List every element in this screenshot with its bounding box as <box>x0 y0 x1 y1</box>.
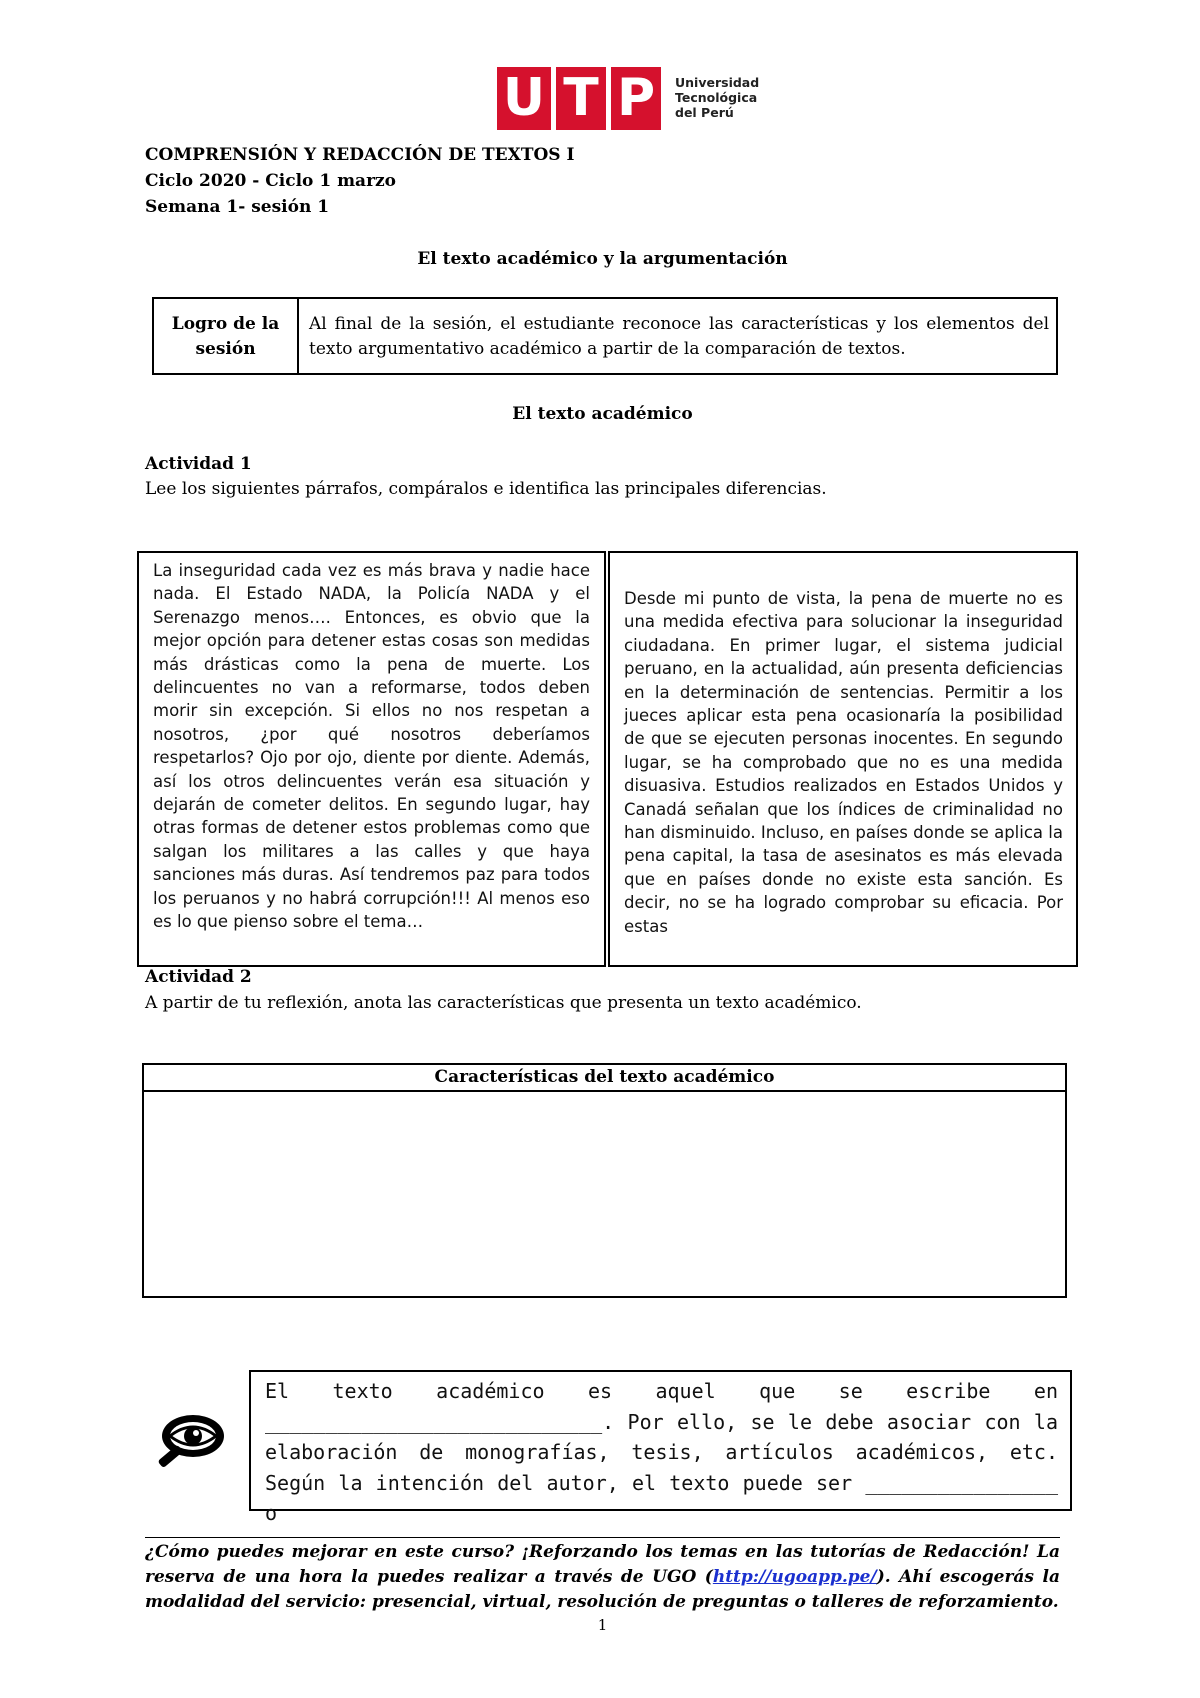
paragraph-box-left <box>137 551 606 967</box>
footer-divider <box>145 1537 1060 1538</box>
activity2-title: Actividad 2 <box>145 967 252 987</box>
definition-text <box>265 1376 1058 1529</box>
logro-text: Al final de la sesión, el estudiante reconoce las características y los elementos del texto argumentativo académico a partir de la comparación de textos. <box>309 314 1049 359</box>
activity1-title: Actividad 1 <box>145 454 252 474</box>
characteristics-table-header: Características del texto académico <box>144 1065 1065 1092</box>
footer-text-start: ¿Cómo puedes mejorar en este curso? ¡Reforzando los temas en las tutorías de Redacción! La reserva de una hora la puedes realizar a través de UGO ( <box>145 1542 1060 1587</box>
activity1-instruction: Lee los siguientes párrafos, compáralos e identifica las principales diferencias. <box>145 479 827 499</box>
definition-line: elaboración de monografías, tesis, artículos académicos, etc. Según <box>265 1440 1058 1495</box>
definition-box <box>249 1370 1072 1525</box>
magnifier-eye-icon <box>157 1410 229 1470</box>
activity2-instruction: A partir de tu reflexión, anota las características que presenta un texto académico. <box>145 993 862 1013</box>
ugo-link[interactable]: http://ugoapp.pe/ <box>712 1567 877 1587</box>
logo-text-line: del Perú <box>675 105 734 120</box>
footer-text-end: ). Ahí escogerás la modalidad del servicio: presencial, virtual, resolución de preguntas o talleres de reforzamiento. <box>145 1567 1060 1612</box>
logo-text-line: Tecnológica <box>675 90 758 105</box>
session-title: El texto académico y la argumentación <box>417 249 788 269</box>
footer-note <box>145 1540 1060 1615</box>
logo-university-name <box>675 75 759 120</box>
paragraph-right-text: Desde mi punto de vista, la pena de muerte no es una medida efectiva para solucionar la inseguridad ciudadana. En primer lugar, el sistema judicial peruano, en la actualidad, aún presenta deficiencias en la determinación de sentencias. Permitir a los jueces aplicar esta pena ocasionaría la posibilidad de que se ejecuten personas inocentes. En segundo lugar, se ha comprobado que no es una medida disuasiva. Estudios realizados en Estados Unidos y Canadá señalan que los índices de criminalidad no han disminuido. Incluso, en países donde se aplica la pena capital, la tasa de asesinatos es más elevada que en países donde no existe esta sanción. Es decir, no se ha logrado comprobar su eficacia. Por estas <box>624 589 1063 936</box>
characteristics-answer-area[interactable] <box>144 1092 1065 1296</box>
logro-table <box>152 297 1058 375</box>
paragraph-left-text: La inseguridad cada vez es más brava y nadie hace nada. El Estado NADA, la Policía NADA y el Serenazgo menos…. Entonces, es obvio que la mejor opción para detener estas cosas son medidas más drásticas como la pena de muerte. Los delincuentes no van a reformarse, todos deben morir sin excepción. Si ellos no nos respetan a nosotros, ¿por qué nosotros deberíamos respetarlos? Ojo por ojo, diente por diente. Además, así los otros delincuentes verán esa situación y dejarán de cometer delitos. En segundo lugar, hay otras formas de detener estos problemas como que salgan los militares a las calles y que haya sanciones más duras. Así tendremos paz para todos los peruanos y no habrá corrupción!!! Al menos eso es lo que pienso sobre el tema… <box>153 561 590 932</box>
logo-letter-t: T <box>563 68 599 128</box>
definition-blank-1[interactable]: ____________________________ <box>265 1409 603 1434</box>
definition-blank-2[interactable]: ________________ <box>865 1470 1058 1495</box>
characteristics-table <box>142 1063 1067 1298</box>
section-title: El texto académico <box>512 404 693 424</box>
definition-line: la intención del autor, el texto puede ser <box>338 1470 853 1495</box>
logo-letter-u: U <box>502 68 546 128</box>
definition-line: El texto académico es aquel que se escribe en <box>265 1379 1058 1403</box>
paragraph-box-right <box>608 551 1078 967</box>
logo-letter-p: P <box>616 68 656 128</box>
logo-text-line: Universidad <box>675 75 760 90</box>
utp-logo <box>497 67 762 130</box>
logro-label-line: Logro de la <box>171 314 280 334</box>
course-title: COMPRENSIÓN Y REDACCIÓN DE TEXTOS I <box>145 145 575 165</box>
cycle-line: Ciclo 2020 - Ciclo 1 marzo <box>145 171 397 191</box>
page-number: 1 <box>597 1616 608 1634</box>
logro-label <box>154 299 299 373</box>
week-line: Semana 1- sesión 1 <box>145 197 330 217</box>
logro-label-line: sesión <box>195 339 256 359</box>
definition-line: o <box>265 1501 278 1525</box>
definition-line: . Por ello, se le debe asociar con la <box>602 1409 1058 1434</box>
